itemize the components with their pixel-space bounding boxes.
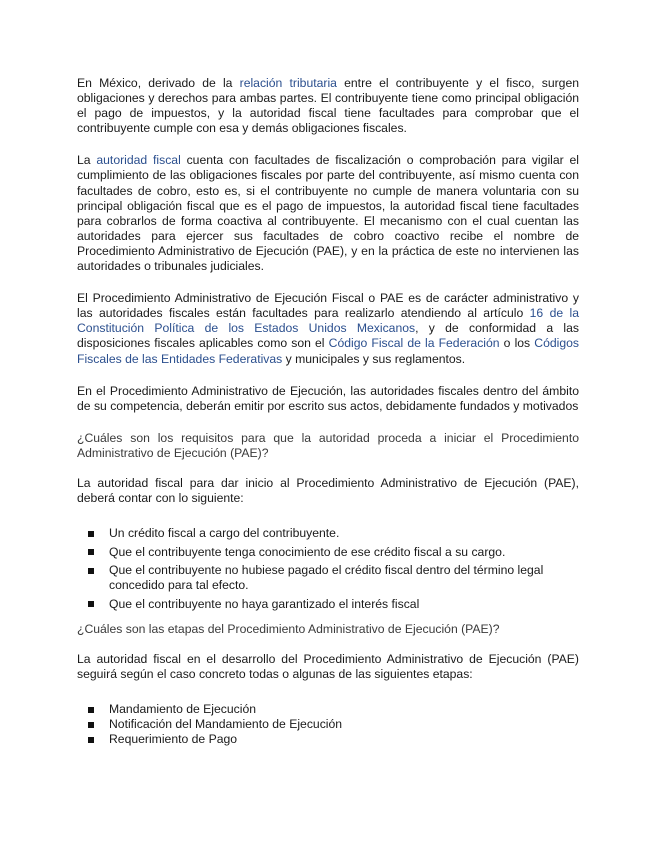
paragraph-text: , y de conformidad a las disposiciones fiscales aplicables como son el <box>77 321 579 351</box>
list-item: Que el contribuyente no hubiese pagado el crédito fiscal dentro del término legal concedido para tal efecto. <box>77 563 579 593</box>
paragraph-text: El Procedimiento Administrativo de Ejecución Fiscal o PAE es de carácter administrativo y las autoridades fiscales están facultades para realizarlo atendiendo al artículo <box>77 291 579 321</box>
square-bullet-icon <box>88 601 94 607</box>
paragraph-requisitos-intro: La autoridad fiscal para dar inicio al Procedimiento Administrativo de Ejecución (PAE), deberá contar con lo siguiente: <box>77 475 579 506</box>
paragraph-text: En México, derivado de la <box>77 76 240 90</box>
link-relacion-tributaria[interactable]: relación tributaria <box>239 76 337 90</box>
link-autoridad-fiscal[interactable]: autoridad fiscal <box>96 153 181 168</box>
square-bullet-icon <box>88 722 94 728</box>
paragraph-actos-escritos: En el Procedimiento Administrativo de Ejecución, las autoridades fiscales dentro del ámbito de su competencia, deberán emitir por escrito sus actos, debidamente fundados y motivados <box>77 383 579 413</box>
list-item: Mandamiento de Ejecución <box>77 702 579 717</box>
square-bullet-icon <box>88 737 94 743</box>
link-codigos-fiscales-entidades[interactable]: Códigos Fiscales de las Entidades Federativas <box>77 336 579 366</box>
requisitos-list <box>77 526 579 612</box>
link-codigo-fiscal-federacion[interactable]: Código Fiscal de la Federación <box>328 336 500 351</box>
square-bullet-icon <box>88 707 94 713</box>
paragraph-text: o los <box>499 336 535 351</box>
link-constitucion-articulo-16[interactable]: 16 de la Constitución Política de los Estados Unidos Mexicanos <box>77 306 579 336</box>
paragraph-pae-definicion <box>77 291 579 366</box>
paragraph-relacion-tributaria <box>77 76 579 136</box>
list-item: Requerimiento de Pago <box>77 732 579 747</box>
paragraph-text: y municipales y sus reglamentos. <box>282 351 466 366</box>
square-bullet-icon <box>88 549 94 555</box>
paragraph-etapas-intro: La autoridad fiscal en el desarrollo del Procedimiento Administrativo de Ejecución (PAE) seguirá según el caso concreto todas o algunas de las siguientes etapas: <box>77 651 579 681</box>
paragraph-autoridad-fiscal <box>77 153 579 274</box>
paragraph-text: entre el contribuyente y el fisco, surgen obligaciones y derechos para ambas partes. El contribuyente tiene como principal obligación el pago de impuestos, y la autoridad fiscal tiene facultades para comprobar que el contribuyente cumple con esa y demás obligaciones fiscales. <box>77 76 579 136</box>
etapas-list <box>77 702 579 747</box>
list-item: Notificación del Mandamiento de Ejecución <box>77 717 579 732</box>
paragraph-text: cuenta con facultades de fiscalización o comprobación para vigilar el cumplimiento de las obligaciones fiscales por parte del contribuyente, así mismo cuenta con facultades de cobro, esto es, si el contribuyente no cumple de manera voluntaria con su principal obligación fiscal que es el pago de impuestos, la autoridad fiscal tiene facultades para cobrarlos de forma coactiva al contribuyente. El mecanismo con el cual cuentan las autoridades para ejercer sus facultades de cobro coactivo recibe el nombre de Procedimiento Administrativo de Ejecución (PAE), y en la práctica de este no intervienen las autoridades o tribunales judiciales. <box>77 153 579 274</box>
list-item: Que el contribuyente tenga conocimiento de ese crédito fiscal a su cargo. <box>77 545 579 560</box>
question-requisitos: ¿Cuáles son los requisitos para que la autoridad proceda a iniciar el Procedimiento Administrativo de Ejecución (PAE)? <box>77 430 579 460</box>
paragraph-text: La <box>77 153 97 168</box>
question-etapas: ¿Cuáles son las etapas del Procedimiento Administrativo de Ejecución (PAE)? <box>77 621 500 636</box>
list-item: Un crédito fiscal a cargo del contribuyente. <box>77 526 579 541</box>
square-bullet-icon <box>88 568 94 574</box>
square-bullet-icon <box>88 531 94 537</box>
list-item: Que el contribuyente no haya garantizado el interés fiscal <box>77 597 579 612</box>
